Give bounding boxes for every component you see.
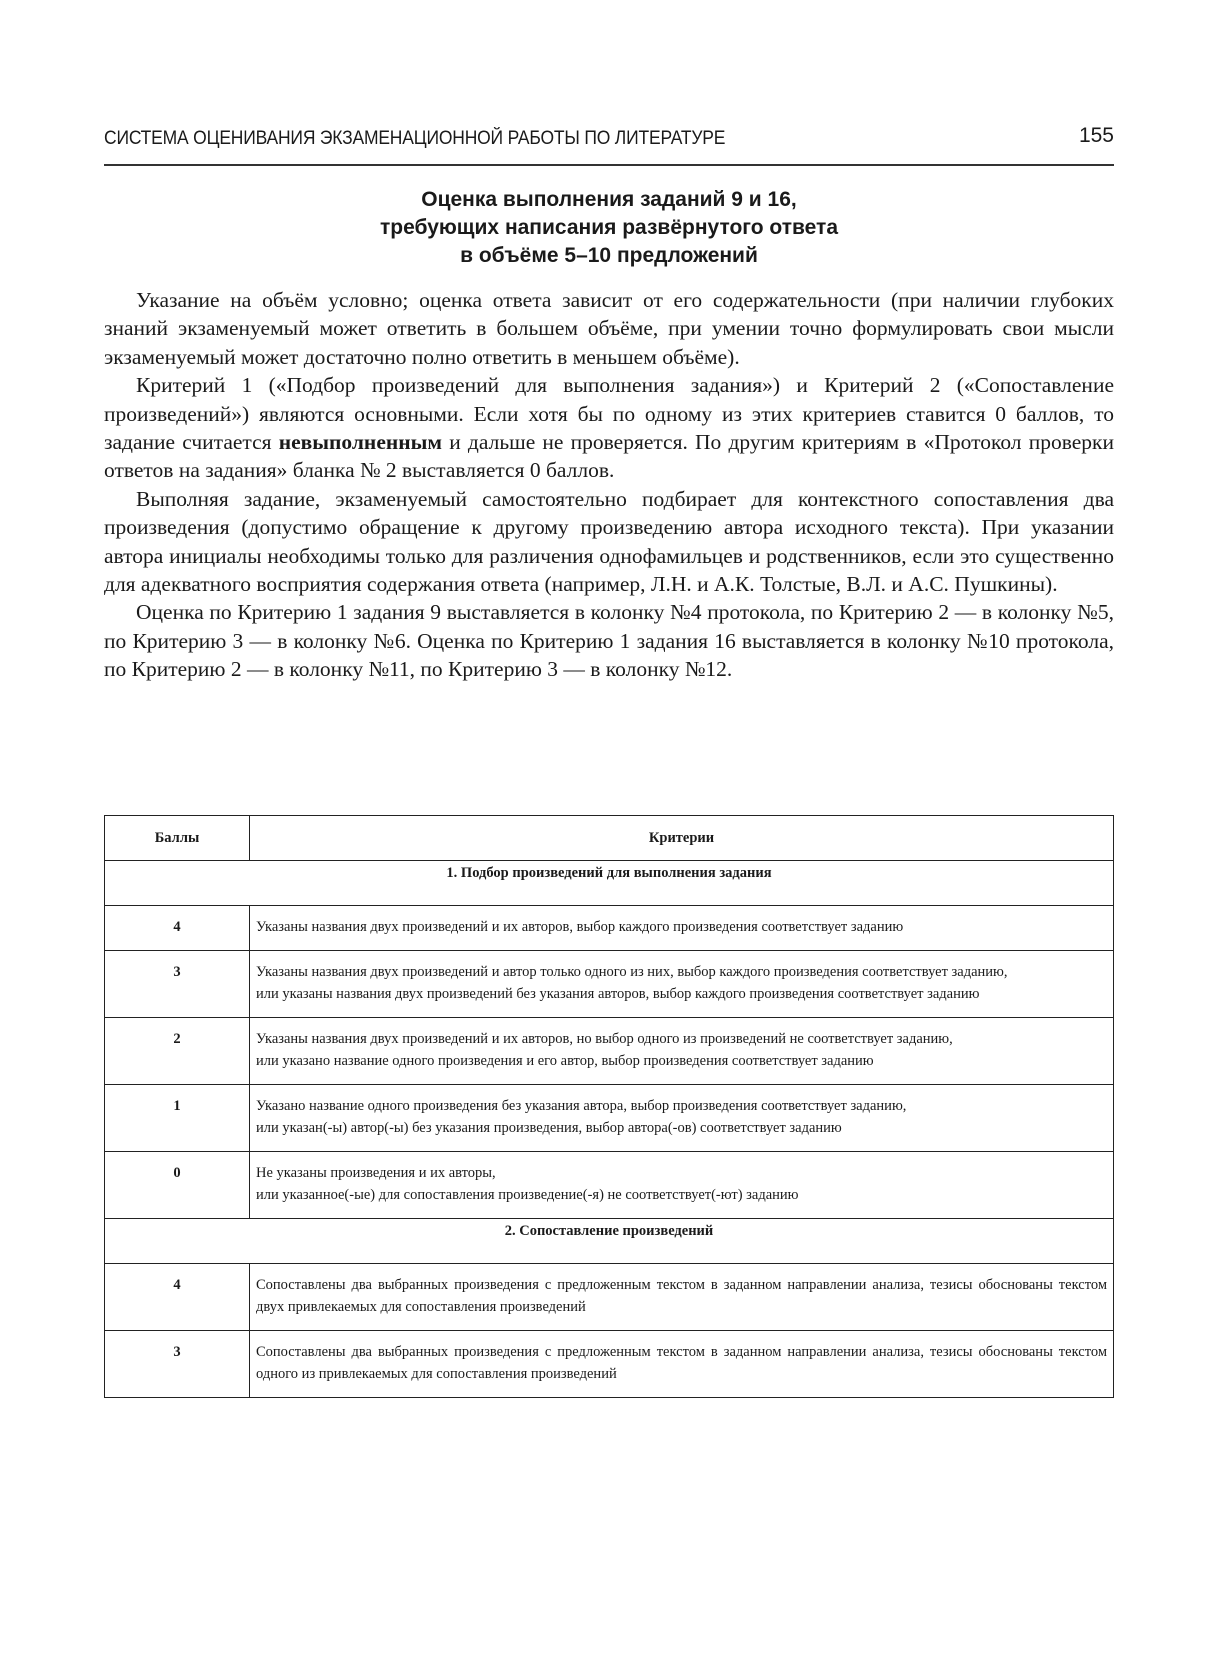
criteria-cell [250, 1331, 1114, 1398]
heading-line-3: в объёме 5–10 предложений [460, 244, 758, 267]
criteria-line: Сопоставлены два выбранных произведения с предложенным текстом в заданном направлении анализа, тезисы обоснованы текстом одного из привлекаемых для сопоставления произведений [256, 1344, 1107, 1382]
criteria-line: или указанное(-ые) для сопоставления произведение(-я) не соответствует(-ют) заданию [256, 1187, 799, 1203]
criteria-cell [250, 1152, 1114, 1219]
score-cell: 1 [105, 1085, 250, 1152]
criteria-line: или указано название одного произведения и его автор, выбор произведения соответствует заданию [256, 1053, 874, 1069]
score-cell: 3 [105, 1331, 250, 1398]
score-cell: 4 [105, 1264, 250, 1331]
running-header [104, 124, 1114, 166]
score-cell: 3 [105, 951, 250, 1018]
body-text [104, 286, 1114, 684]
table-row [105, 1331, 1114, 1398]
criteria-line: Указаны названия двух произведений и их авторов, выбор каждого произведения соответствует заданию [256, 919, 904, 935]
table-row [105, 951, 1114, 1018]
section-heading [104, 186, 1114, 270]
paragraph-text: и дальше не проверяется. По другим критериям в «Протокол проверки ответов на задания» бланка № 2 выставляется 0 баллов. [104, 430, 1114, 483]
running-title: СИСТЕМА ОЦЕНИВАНИЯ ЭКЗАМЕНАЦИОННОЙ РАБОТЫ ПО ЛИТЕРАТУРЕ [104, 128, 726, 149]
criteria-line: Указаны названия двух произведений и их авторов, но выбор одного из произведений не соответствует заданию, [256, 1031, 953, 1047]
criteria-table [104, 815, 1114, 1398]
heading-line-2: требующих написания развёрнутого ответа [379, 216, 838, 239]
criteria-cell [250, 1018, 1114, 1085]
section-row [105, 1219, 1114, 1264]
criteria-line: или указаны названия двух произведений без указания авторов, выбор каждого произведения соответствует заданию [256, 986, 980, 1002]
table-body [105, 861, 1114, 1398]
criteria-line: Указано название одного произведения без указания автора, выбор произведения соответствует заданию, [256, 1098, 907, 1114]
section-title: 1. Подбор произведений для выполнения задания [105, 861, 1114, 906]
table-row [105, 1152, 1114, 1219]
criteria-cell [250, 1085, 1114, 1152]
heading-line-1: Оценка выполнения заданий 9 и 16, [421, 188, 797, 211]
section-row [105, 861, 1114, 906]
criteria-line: или указан(-ы) автор(-ы) без указания произведения, выбор автора(-ов) соответствует заданию [256, 1120, 842, 1136]
score-cell: 0 [105, 1152, 250, 1219]
criteria-line: Не указаны произведения и их авторы, [256, 1165, 496, 1181]
criteria-line: Указаны названия двух произведений и автор только одного из них, выбор каждого произведения соответствует заданию, [256, 964, 1008, 980]
table-row [105, 1018, 1114, 1085]
paragraph-columns: Оценка по Критерию 1 задания 9 выставляется в колонку №4 протокола, по Критерию 2 — в колонку №5, по Критерию 3 — в колонку №6. Оценка по Критерию 1 задания 16 выставляется в колонку №10 протокола, по Критерию 2 — в колонку №11, по Критерию 3 — в колонку №12. [104, 600, 1114, 682]
criteria-cell [250, 1264, 1114, 1331]
table-row [105, 906, 1114, 951]
table-header-row [105, 816, 1114, 861]
score-cell: 4 [105, 906, 250, 951]
criteria-line: Сопоставлены два выбранных произведения с предложенным текстом в заданном направлении анализа, тезисы обоснованы текстом двух привлекаемых для сопоставления произведений [256, 1277, 1107, 1315]
paragraph-text: Критерий 1 («Подбор произведений для выполнения задания») и Критерий 2 («Сопоставление произведений») являются основными. Если хотя бы по одному из этих критериев ставится 0 баллов, то задание считается [104, 373, 1114, 455]
header-score: Баллы [105, 816, 250, 861]
table-row [105, 1085, 1114, 1152]
section-title: 2. Сопоставление произведений [105, 1219, 1114, 1264]
header-criteria: Критерии [250, 816, 1114, 861]
criteria-cell [250, 951, 1114, 1018]
paragraph-main-criteria [104, 371, 1114, 485]
emphasis-unfulfilled: невыполненным [278, 430, 443, 455]
table-row [105, 1264, 1114, 1331]
page-number: 155 [1078, 124, 1114, 147]
criteria-cell [250, 906, 1114, 951]
paragraph-selection: Выполняя задание, экзаменуемый самостоятельно подбирает для контекстного сопоставления два произведения (допустимо обращение к другому произведению автора исходного текста). При указании автора инициалы необходимы только для различения однофамильцев и родственников, если это существенно для адекватного восприятия содержания ответа (например, Л.Н. и А.К. Толстые, В.Л. и А.С. Пушкины). [104, 486, 1114, 597]
score-cell: 2 [105, 1018, 250, 1085]
paragraph-volume-note: Указание на объём условно; оценка ответа зависит от его содержательности (при наличии глубоких знаний экзаменуемый может ответить в большем объёме, при умении точно формулировать свои мысли экзаменуемый может достаточно полно ответить в меньшем объёме). [104, 288, 1114, 369]
